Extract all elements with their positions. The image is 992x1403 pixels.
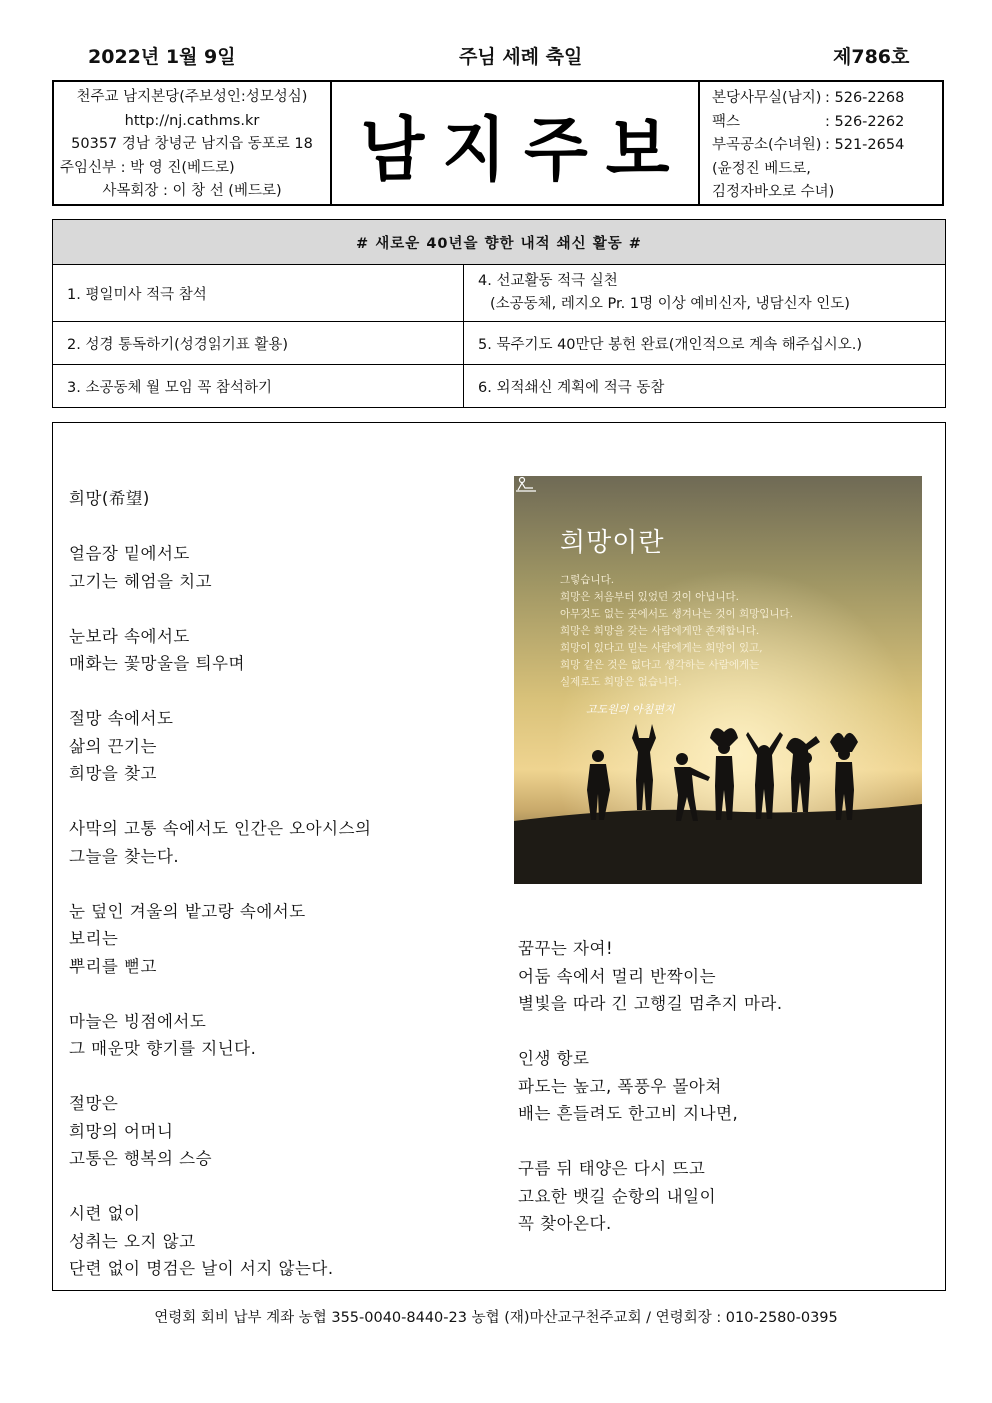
pastor-name: 주임신부 : 박 영 진(베드로) xyxy=(60,159,235,176)
person-at-desk-icon xyxy=(514,476,538,494)
poem-line xyxy=(69,1173,371,1201)
feast-name: 주님 세례 축일 xyxy=(459,46,583,68)
poem-line: 희망의 어머니 xyxy=(69,1121,174,1141)
masthead xyxy=(52,80,944,206)
poem-line: 성취는 오지 않고 xyxy=(69,1231,196,1251)
card-text xyxy=(560,572,793,691)
poem-line: 고요한 뱃길 순항의 내일이 xyxy=(518,1186,717,1206)
office-phone: : 526-2268 xyxy=(825,90,905,106)
poem-line: 눈보라 속에서도 xyxy=(69,626,190,646)
poem-line: 시련 없이 xyxy=(69,1204,141,1223)
card-text-line: 희망이 있다고 믿는 사람에게는 희망이 있고, xyxy=(560,642,763,654)
poem-line xyxy=(69,678,371,706)
poem-line: 절망은 xyxy=(69,1094,119,1113)
poem-line: 어둠 속에서 멀리 반짝이는 xyxy=(518,966,717,986)
card-signature: 고도원의 아침편지 xyxy=(586,703,675,716)
poem-line xyxy=(518,1018,783,1046)
poem-line: 고기는 헤엄을 치고 xyxy=(69,571,213,591)
renewal-item-2: 2. 성경 통독하기(성경읽기표 활용) xyxy=(53,322,464,365)
renewal-item-4-detail: (소공동체, 레지오 Pr. 1명 이상 예비신자, 냉담신자 인도) xyxy=(490,296,850,312)
renewal-item-3: 3. 소공동체 월 모임 꼭 참석하기 xyxy=(53,365,464,408)
fax-label: 팩스 xyxy=(712,113,741,130)
card-title: 희망이란 xyxy=(560,528,665,558)
poem-line: 보리는 xyxy=(69,929,119,948)
parish-website[interactable]: http://nj.cathms.kr xyxy=(124,112,260,129)
poem-line xyxy=(69,1063,371,1091)
poem-line: 그늘을 찾는다. xyxy=(69,846,180,866)
renewal-heading: # 새로운 40년을 향한 내적 쇄신 활동 # xyxy=(53,220,946,265)
contact-info xyxy=(700,82,942,204)
convent-phone: : 521-2654 xyxy=(825,137,905,153)
poem-line: 단련 없이 명검은 날이 서지 않는다. xyxy=(69,1259,334,1278)
hope-image-card xyxy=(514,476,922,884)
card-text-line: 희망은 희망을 갖는 사람에게만 존재합니다. xyxy=(560,625,760,637)
sisters-line-2: 김정자바오로 수녀) xyxy=(712,184,835,200)
poem-line: 희망(希望) xyxy=(69,489,150,508)
card-text-line: 그렇습니다. xyxy=(560,574,615,586)
footer-account-info: 연령회 회비 납부 계좌 농협 355-0040-8440-23 농협 (재)마산교구천주교회 / 연령회장 : 010-2580-0395 xyxy=(154,1310,838,1326)
poem-line: 그 매운맛 향기를 지닌다. xyxy=(69,1039,257,1058)
renewal-item-1: 1. 평일미사 적극 참석 xyxy=(53,265,464,322)
poem-line: 구름 뒤 태양은 다시 뜨고 xyxy=(518,1159,706,1178)
poem-line: 마늘은 빙점에서도 xyxy=(69,1011,207,1031)
renewal-table xyxy=(52,219,946,408)
poem-line xyxy=(69,513,371,541)
poem-line: 파도는 높고, 폭풍우 몰아쳐 xyxy=(518,1076,722,1096)
poem-line xyxy=(69,788,371,816)
poem-line: 사막의 고통 속에서도 인간은 오아시스의 xyxy=(69,819,372,838)
parish-info xyxy=(54,82,332,204)
poem-box xyxy=(52,422,946,1291)
bulletin-date: 2022년 1월 9일 xyxy=(88,46,236,68)
office-label: 본당사무실(남지) xyxy=(712,90,822,106)
council-president: 사목회장 : 이 창 선 (베드로) xyxy=(102,183,282,199)
poem-line: 별빛을 따라 긴 고행길 멈추지 마라. xyxy=(518,994,783,1013)
poem-line: 꼭 찾아온다. xyxy=(518,1214,612,1233)
poem-line: 인생 항로 xyxy=(518,1049,590,1068)
poem-line xyxy=(518,1128,783,1156)
poem-right-column xyxy=(518,935,783,1238)
poem-line: 배는 흔들려도 한고비 지나면, xyxy=(518,1104,739,1123)
renewal-item-4 xyxy=(464,265,946,322)
poem-line xyxy=(69,980,371,1008)
poem-line xyxy=(69,870,371,898)
poem-line xyxy=(69,595,371,623)
masthead-title-cell xyxy=(332,82,700,204)
sisters-line-1: (윤정진 베드로, xyxy=(712,160,811,177)
convent-label: 부곡공소(수녀원) xyxy=(712,137,822,153)
poem-line: 뿌리를 뻗고 xyxy=(69,956,157,976)
poem-line: 눈 덮인 겨울의 밭고랑 속에서도 xyxy=(69,901,306,921)
poem-line: 삶의 끈기는 xyxy=(69,736,157,756)
poem-line: 얼음장 밑에서도 xyxy=(69,544,190,563)
poem-line: 고통은 행복의 스승 xyxy=(69,1149,213,1168)
card-text-line: 희망 같은 것은 없다고 생각하는 사람에게는 xyxy=(560,659,760,671)
fax-phone: : 526-2262 xyxy=(825,113,905,130)
bulletin-title: 남지주보 xyxy=(360,108,688,190)
card-text-line: 아무것도 없는 곳에서도 생겨나는 것이 희망입니다. xyxy=(560,608,794,620)
renewal-item-4-title: 4. 선교활동 적극 실천 xyxy=(478,273,618,289)
renewal-item-5: 5. 묵주기도 40만단 봉헌 완료(개인적으로 계속 해주십시오.) xyxy=(464,322,946,365)
renewal-item-6: 6. 외적쇄신 계획에 적극 동참 xyxy=(464,365,946,408)
poem-left-column xyxy=(69,485,371,1283)
poem-line: 절망 속에서도 xyxy=(69,709,174,728)
parish-address: 50357 경남 창녕군 남지읍 동포로 18 xyxy=(71,136,313,152)
parish-name: 천주교 남지본당(주보성인:성모성심) xyxy=(76,89,308,105)
card-text-line: 희망은 처음부터 있었던 것이 아닙니다. xyxy=(560,591,739,603)
card-text-line: 실제로도 희망은 없습니다. xyxy=(560,676,682,688)
poem-line: 희망을 찾고 xyxy=(69,764,157,783)
poem-line: 매화는 꽃망울을 틔우며 xyxy=(69,654,245,673)
issue-number: 제786호 xyxy=(833,46,910,68)
poem-line: 꿈꾸는 자여! xyxy=(518,939,614,958)
